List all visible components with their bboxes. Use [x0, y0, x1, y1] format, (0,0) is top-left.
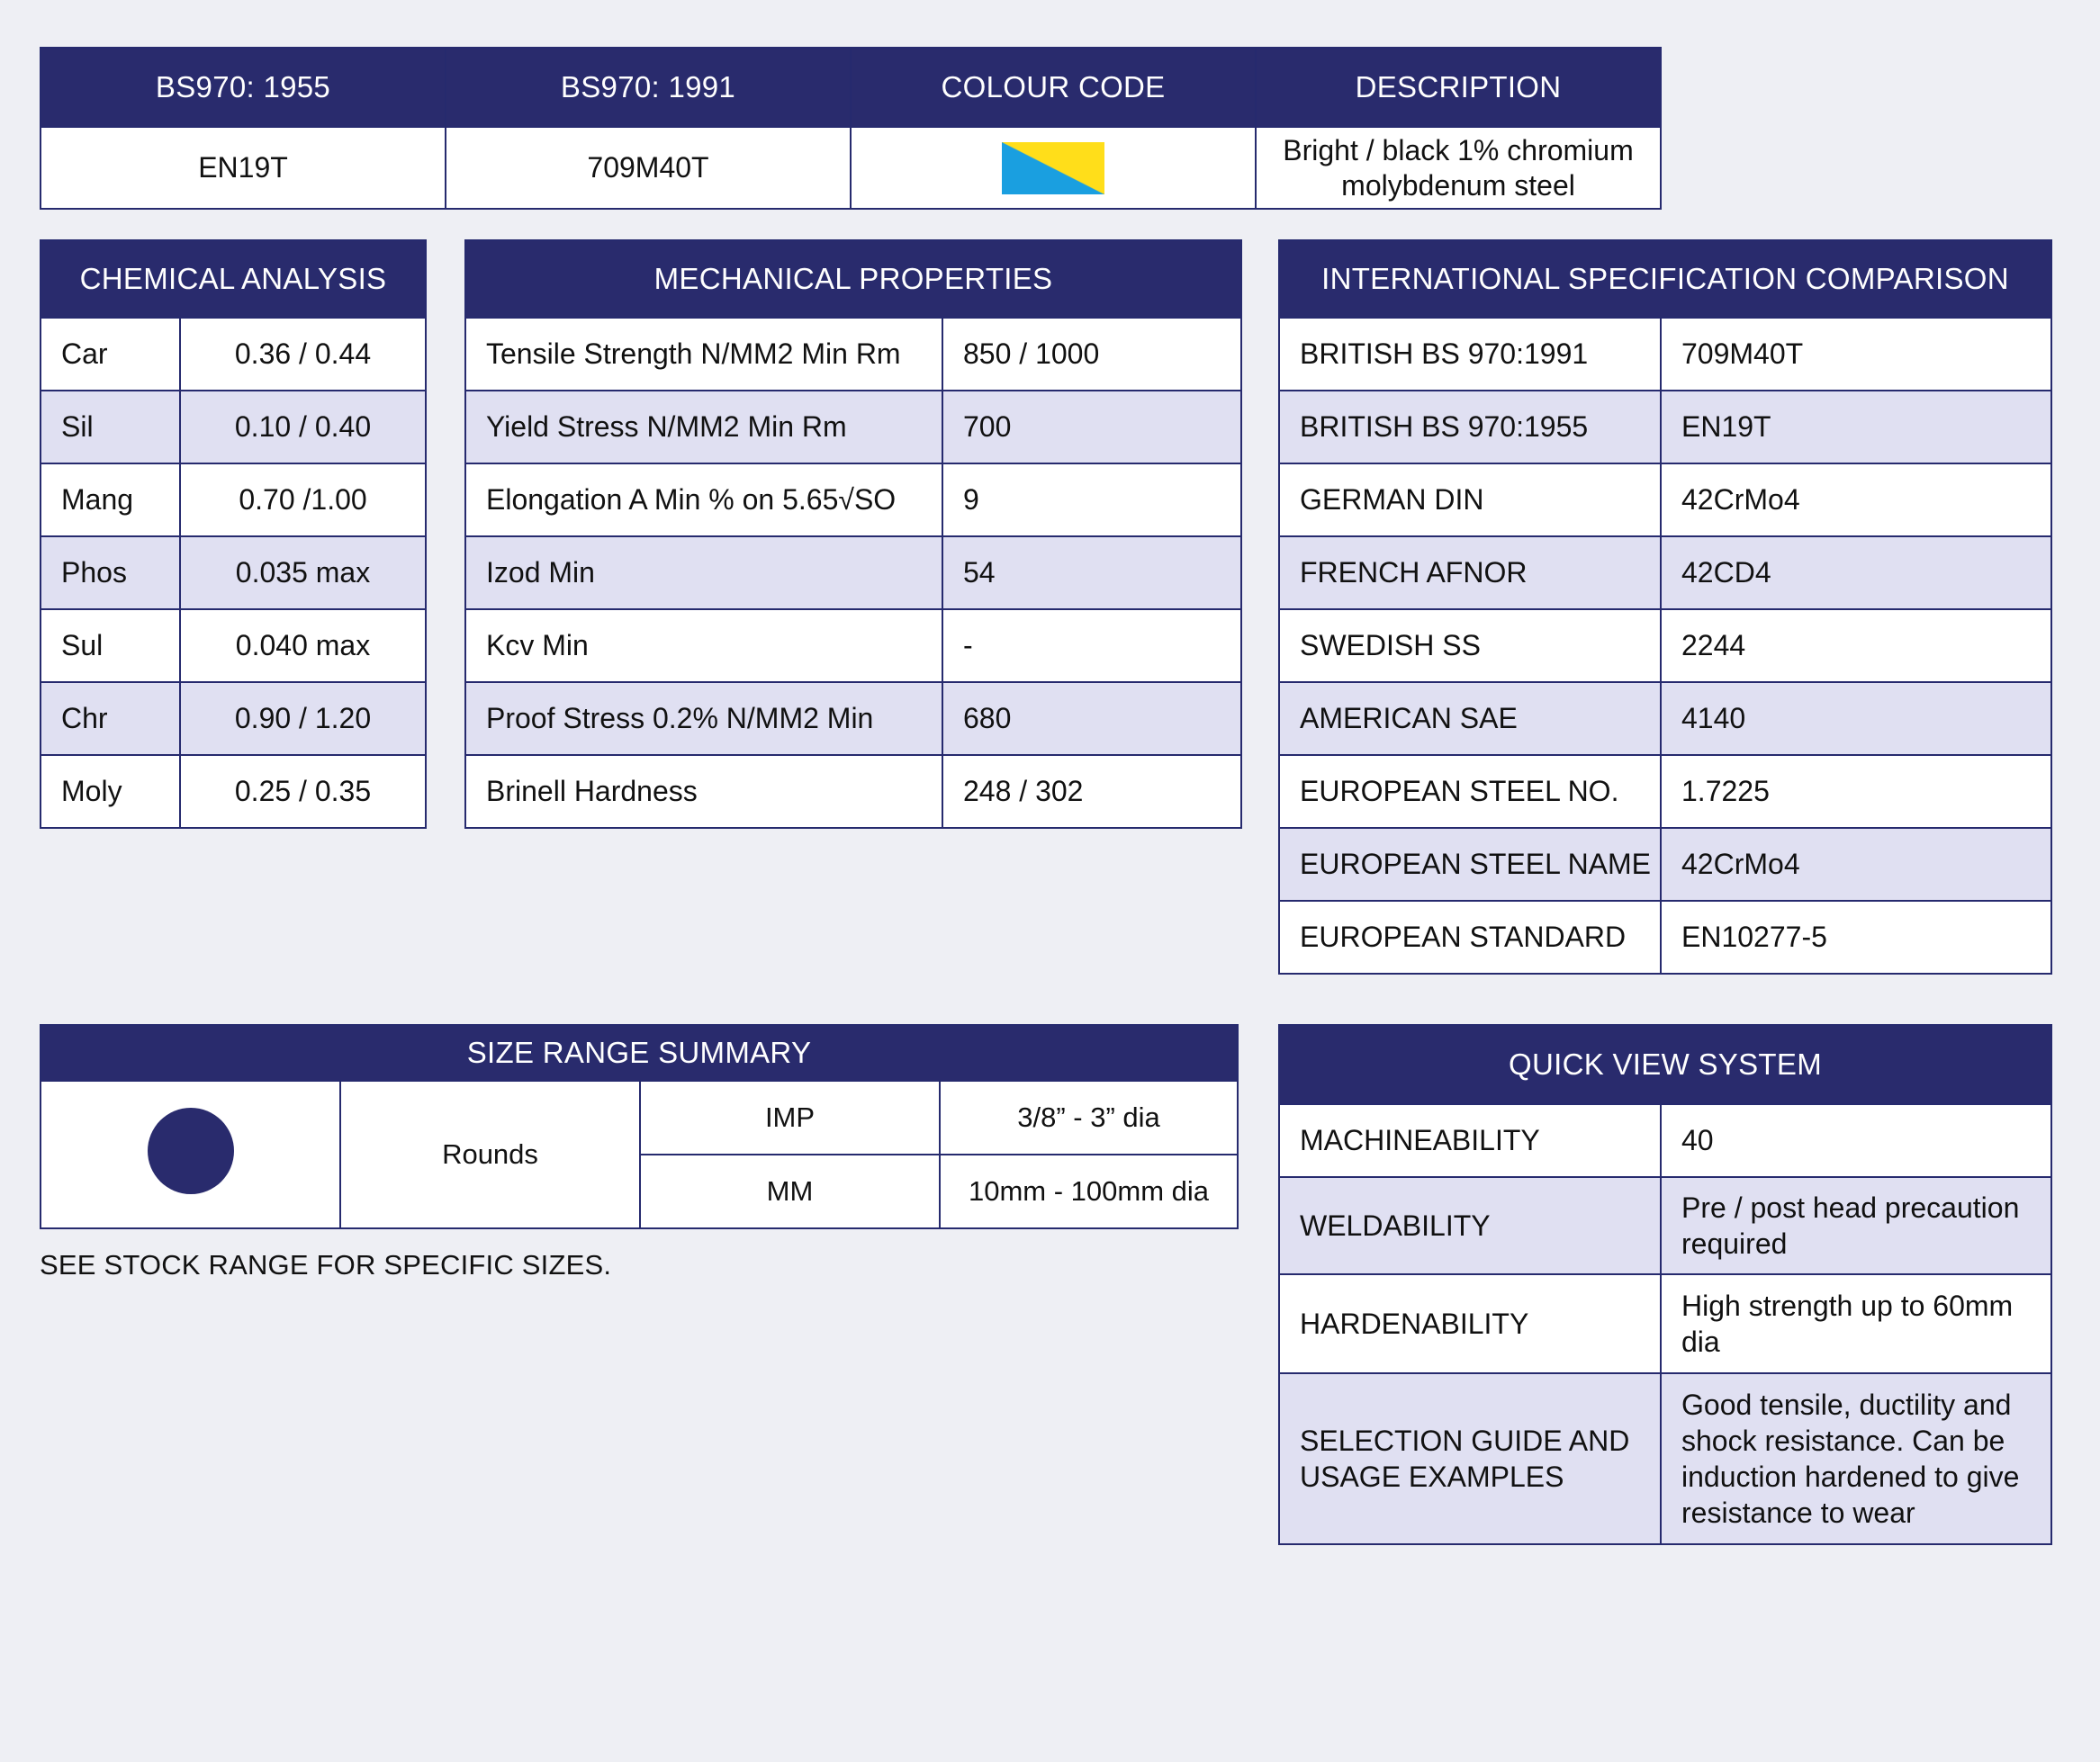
description-line-1: Bright / black 1% chromium: [1283, 133, 1634, 166]
spec-value: 709M40T: [1661, 318, 2051, 391]
table-row: [41, 536, 426, 609]
stock-range-note: SEE STOCK RANGE FOR SPECIFIC SIZES.: [40, 1249, 612, 1281]
property-label: Izod Min: [465, 536, 942, 609]
spec-value: EN19T: [1661, 391, 2051, 463]
mechanical-properties-table: [464, 239, 1242, 829]
international-specification-table: [1278, 239, 2052, 975]
header-bs970-1955: BS970: 1955: [41, 48, 446, 127]
property-value: 54: [942, 536, 1241, 609]
international-specification-title: INTERNATIONAL SPECIFICATION COMPARISON: [1279, 240, 2051, 318]
property-label: Kcv Min: [465, 609, 942, 682]
size-range-value: 10mm - 100mm dia: [940, 1155, 1238, 1228]
spec-label: FRENCH AFNOR: [1279, 536, 1661, 609]
element-label: Car: [41, 318, 180, 391]
size-range-summary-table: [40, 1024, 1239, 1229]
header-bs970-1991: BS970: 1991: [446, 48, 851, 127]
grade-summary-row: [41, 127, 1661, 209]
table-row: [465, 609, 1241, 682]
element-label: Phos: [41, 536, 180, 609]
shape-icon-cell: [41, 1081, 340, 1228]
table-row: [1279, 828, 2051, 901]
grade-summary-table: [40, 47, 1662, 210]
mechanical-properties-title: MECHANICAL PROPERTIES: [465, 240, 1241, 318]
table-row: [465, 755, 1241, 828]
table-row: [1279, 1177, 2051, 1274]
spec-value: 2244: [1661, 609, 2051, 682]
weldability-value: [1661, 1177, 2051, 1274]
spec-label: EUROPEAN STEEL NO.: [1279, 755, 1661, 828]
element-label: Mang: [41, 463, 180, 536]
spec-value: 4140: [1661, 682, 2051, 755]
hardenability-value-line-2: dia: [1681, 1326, 1720, 1358]
table-row: [1279, 682, 2051, 755]
property-value: 248 / 302: [942, 755, 1241, 828]
machineability-label: MACHINEABILITY: [1279, 1104, 1661, 1177]
table-row: [1279, 536, 2051, 609]
spec-label: SWEDISH SS: [1279, 609, 1661, 682]
element-value: 0.10 / 0.40: [180, 391, 426, 463]
grade-summary-header: [41, 48, 1661, 127]
table-row: [465, 682, 1241, 755]
table-row: [41, 682, 426, 755]
table-row: [41, 318, 426, 391]
filled-circle-icon: [148, 1108, 234, 1194]
size-unit: IMP: [640, 1081, 940, 1155]
bs1955-value: EN19T: [41, 127, 446, 209]
spec-label: EUROPEAN STEEL NAME: [1279, 828, 1661, 901]
table-row: [41, 755, 426, 828]
table-row: [1279, 463, 2051, 536]
table-row: [465, 391, 1241, 463]
spec-value: 42CrMo4: [1661, 463, 2051, 536]
selection-guide-value-line-4: resistance to wear: [1681, 1497, 1915, 1529]
spec-value: 42CD4: [1661, 536, 2051, 609]
spec-value: 1.7225: [1661, 755, 2051, 828]
size-range-value: 3/8” - 3” dia: [940, 1081, 1238, 1155]
selection-guide-label-line-1: SELECTION GUIDE AND: [1300, 1425, 1630, 1457]
selection-guide-label: [1279, 1373, 1661, 1544]
property-label: Tensile Strength N/MM2 Min Rm: [465, 318, 942, 391]
selection-guide-value-line-1: Good tensile, ductility and: [1681, 1389, 2012, 1421]
table-row: [1279, 755, 2051, 828]
table-row: [1279, 1274, 2051, 1373]
spec-label: GERMAN DIN: [1279, 463, 1661, 536]
chemical-analysis-title: CHEMICAL ANALYSIS: [41, 240, 426, 318]
spec-label: BRITISH BS 970:1955: [1279, 391, 1661, 463]
size-unit: MM: [640, 1155, 940, 1228]
element-value: 0.90 / 1.20: [180, 682, 426, 755]
selection-guide-value: [1661, 1373, 2051, 1544]
description-line-2: molybdenum steel: [1341, 168, 1575, 202]
header-description: DESCRIPTION: [1256, 48, 1661, 127]
table-row: [465, 463, 1241, 536]
spec-value: 42CrMo4: [1661, 828, 2051, 901]
table-row: [1279, 901, 2051, 974]
selection-guide-value-line-3: induction hardened to give: [1681, 1461, 2020, 1493]
element-value: 0.035 max: [180, 536, 426, 609]
element-value: 0.70 /1.00: [180, 463, 426, 536]
colour-code-cell: [851, 127, 1256, 209]
property-label: Proof Stress 0.2% N/MM2 Min: [465, 682, 942, 755]
header-colour-code: COLOUR CODE: [851, 48, 1256, 127]
table-row: [41, 1081, 1238, 1155]
table-row: [1279, 391, 2051, 463]
spec-label: BRITISH BS 970:1991: [1279, 318, 1661, 391]
size-range-summary-title: SIZE RANGE SUMMARY: [41, 1025, 1238, 1081]
property-label: Brinell Hardness: [465, 755, 942, 828]
property-value: 700: [942, 391, 1241, 463]
property-value: -: [942, 609, 1241, 682]
table-row: [1279, 609, 2051, 682]
property-value: 9: [942, 463, 1241, 536]
table-row: [1279, 1104, 2051, 1177]
element-label: Moly: [41, 755, 180, 828]
element-value: 0.36 / 0.44: [180, 318, 426, 391]
table-row: [465, 318, 1241, 391]
quick-view-system-title: QUICK VIEW SYSTEM: [1279, 1025, 2051, 1104]
table-row: [1279, 1373, 2051, 1544]
weldability-value-line-2: required: [1681, 1227, 1788, 1260]
property-label: Elongation A Min % on 5.65√SO: [465, 463, 942, 536]
spec-value: EN10277-5: [1661, 901, 2051, 974]
hardenability-value-line-1: High strength up to 60mm: [1681, 1290, 2014, 1322]
description-cell: [1256, 127, 1661, 209]
table-row: [41, 391, 426, 463]
hardenability-value: [1661, 1274, 2051, 1373]
element-label: Sul: [41, 609, 180, 682]
selection-guide-label-line-2: USAGE EXAMPLES: [1300, 1461, 1564, 1493]
machineability-value: 40: [1661, 1104, 2051, 1177]
weldability-label: WELDABILITY: [1279, 1177, 1661, 1274]
element-value: 0.040 max: [180, 609, 426, 682]
weldability-value-line-1: Pre / post head precaution: [1681, 1191, 2020, 1224]
hardenability-label: HARDENABILITY: [1279, 1274, 1661, 1373]
property-value: 680: [942, 682, 1241, 755]
table-row: [41, 463, 426, 536]
table-row: [1279, 318, 2051, 391]
property-label: Yield Stress N/MM2 Min Rm: [465, 391, 942, 463]
element-value: 0.25 / 0.35: [180, 755, 426, 828]
spec-label: AMERICAN SAE: [1279, 682, 1661, 755]
element-label: Sil: [41, 391, 180, 463]
bs1991-value: 709M40T: [446, 127, 851, 209]
colour-code-swatch: [1002, 142, 1104, 194]
table-row: [41, 609, 426, 682]
chemical-analysis-table: [40, 239, 427, 829]
shape-label: Rounds: [340, 1081, 640, 1228]
element-label: Chr: [41, 682, 180, 755]
spec-label: EUROPEAN STANDARD: [1279, 901, 1661, 974]
table-row: [465, 536, 1241, 609]
selection-guide-value-line-2: shock resistance. Can be: [1681, 1425, 2005, 1457]
quick-view-system-table: [1278, 1024, 2052, 1545]
property-value: 850 / 1000: [942, 318, 1241, 391]
